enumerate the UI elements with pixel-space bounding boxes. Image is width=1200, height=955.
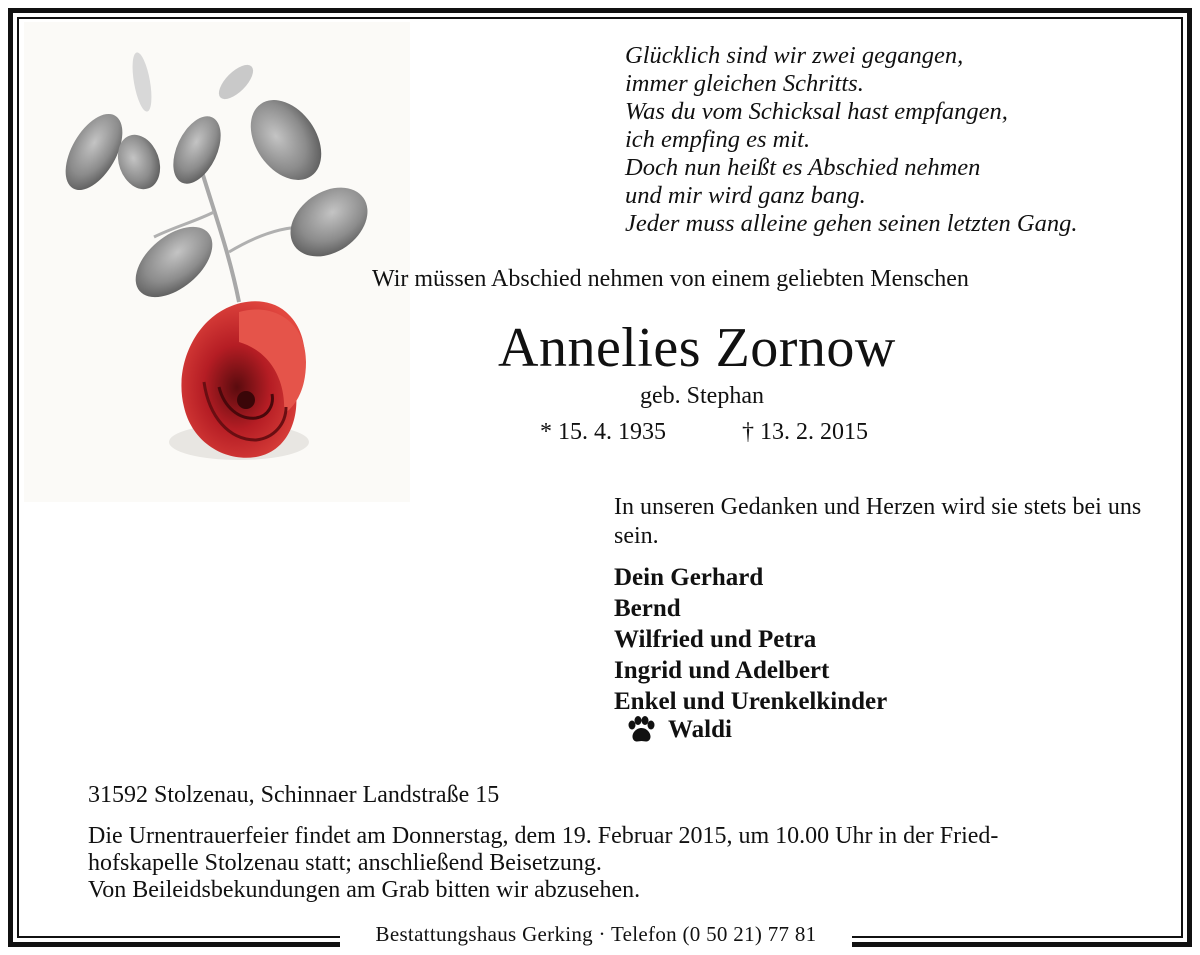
family-member: Enkel und Urenkelkinder: [614, 688, 888, 715]
death-date: † 13. 2. 2015: [742, 419, 868, 445]
family-member: Bernd: [614, 595, 681, 622]
birth-date: * 15. 4. 1935: [540, 419, 666, 445]
paw-icon: [626, 716, 656, 744]
family-member: Ingrid und Adelbert: [614, 657, 830, 684]
poem-line: und mir wird ganz bang.: [625, 182, 866, 209]
ceremony-line: Die Urnentrauerfeier findet am Donnerstag, dem 19. Februar 2015, um 10.00 Uhr in der Fried-: [88, 823, 999, 849]
ceremony-text: [88, 823, 998, 904]
intro-text: Wir müssen Abschied nehmen von einem geliebten Menschen: [372, 266, 969, 292]
poem-line: Glücklich sind wir zwei gegangen,: [625, 42, 964, 69]
pet-name: Waldi: [668, 716, 732, 743]
poem: [625, 42, 1077, 238]
poem-line: Doch nun heißt es Abschied nehmen: [625, 154, 981, 181]
pet-entry: [626, 716, 732, 744]
rose-image: [24, 22, 410, 502]
funeral-home-footer: Bestattungshaus Gerking · Telefon (0 50 21) 77 81: [375, 922, 817, 946]
family-list: [614, 562, 887, 717]
remembrance-text: In unseren Gedanken und Herzen wird sie stets bei uns sein.: [614, 494, 1142, 549]
ceremony-line: hofskapelle Stolzenau statt; anschließend Beisetzung.: [88, 850, 602, 876]
poem-line: immer gleichen Schritts.: [625, 70, 864, 97]
poem-line: Jeder muss alleine gehen seinen letzten Gang.: [625, 210, 1078, 237]
ceremony-line: Von Beileidsbekundungen am Grab bitten wir abzusehen.: [88, 877, 641, 903]
poem-line: Was du vom Schicksal hast empfangen,: [625, 98, 1008, 125]
maiden-name: geb. Stephan: [640, 383, 764, 409]
poem-line: ich empfing es mit.: [625, 126, 811, 153]
family-member: Dein Gerhard: [614, 564, 764, 591]
family-member: Wilfried und Petra: [614, 626, 817, 653]
address: 31592 Stolzenau, Schinnaer Landstraße 15: [88, 782, 500, 808]
deceased-name: Annelies Zornow: [498, 317, 896, 379]
